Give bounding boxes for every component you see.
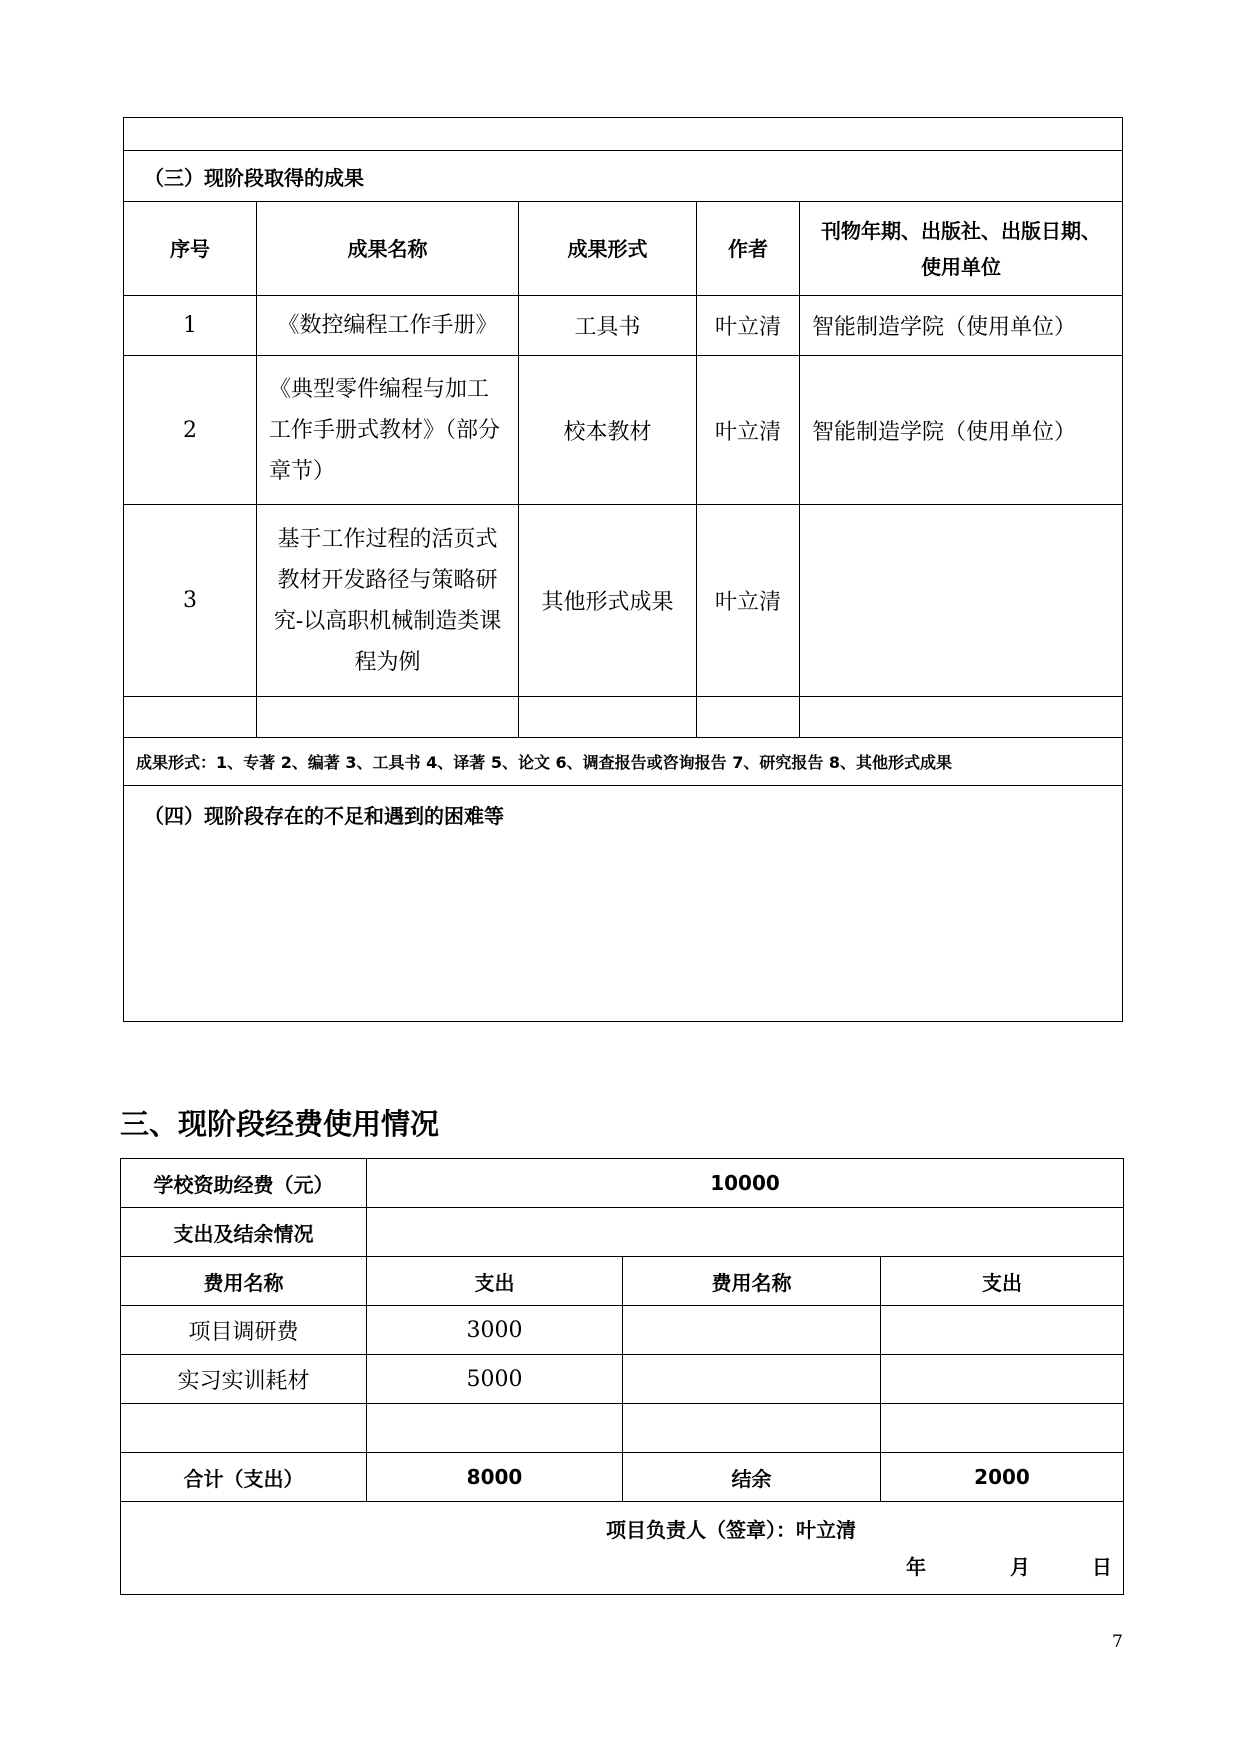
row-name: 《典型零件编程与加工工作手册式教材》（部分章节） xyxy=(257,356,519,505)
item-amount: 5000 xyxy=(367,1355,623,1404)
total-value: 8000 xyxy=(367,1453,623,1502)
col-expense-1: 支出 xyxy=(367,1257,623,1306)
item-name: 实习实训耗材 xyxy=(121,1355,367,1404)
col-name-2: 费用名称 xyxy=(623,1257,881,1306)
date-day: 日 xyxy=(1091,1555,1112,1579)
funding-table xyxy=(120,1158,1124,1595)
row-index: 1 xyxy=(124,296,257,356)
table-row xyxy=(121,1355,1124,1404)
achievements-header-row xyxy=(124,202,1123,296)
funding-section-title: 三、现阶段经费使用情况 xyxy=(120,1107,440,1141)
header-name: 成果名称 xyxy=(257,202,519,296)
row-form: 其他形式成果 xyxy=(519,505,697,697)
header-author: 作者 xyxy=(697,202,800,296)
problems-section-title: （四）现阶段存在的不足和遇到的困难等 xyxy=(124,786,1123,1022)
table-row xyxy=(121,1404,1124,1453)
header-pub-line2: 使用单位 xyxy=(921,254,1002,279)
balance-label: 支出及结余情况 xyxy=(121,1208,367,1257)
remain-value: 2000 xyxy=(881,1453,1124,1502)
row-index: 2 xyxy=(124,356,257,505)
item-amount: 3000 xyxy=(367,1306,623,1355)
date-year: 年 xyxy=(906,1555,926,1579)
signature-cell xyxy=(121,1502,1124,1595)
table-row xyxy=(124,505,1123,697)
col-name-1: 费用名称 xyxy=(121,1257,367,1306)
table-row xyxy=(121,1306,1124,1355)
achievements-table xyxy=(123,117,1123,1022)
row-author: 叶立清 xyxy=(697,356,800,505)
header-form: 成果形式 xyxy=(519,202,697,296)
funding-header-row xyxy=(121,1257,1124,1306)
table-row xyxy=(124,356,1123,505)
row-name: 《数控编程工作手册》 xyxy=(257,296,519,356)
row-name: 基于工作过程的活页式教材开发路径与策略研究-以高职机械制造类课程为例 xyxy=(257,505,519,697)
balance-row xyxy=(121,1208,1124,1257)
remain-label: 结余 xyxy=(623,1453,881,1502)
form-note-row xyxy=(124,738,1123,786)
section-title-row xyxy=(124,151,1123,202)
total-row xyxy=(121,1453,1124,1502)
row-author: 叶立清 xyxy=(697,505,800,697)
table-row xyxy=(124,296,1123,356)
col-expense-2: 支出 xyxy=(881,1257,1124,1306)
header-index: 序号 xyxy=(124,202,257,296)
row-pub xyxy=(800,505,1123,697)
signature-row xyxy=(121,1502,1124,1595)
signature-line: 项目负责人（签章）：叶立清 xyxy=(606,1518,856,1542)
blank-top-row xyxy=(124,118,1123,151)
date-month: 月 xyxy=(1009,1555,1030,1579)
school-funding-value: 10000 xyxy=(367,1159,1124,1208)
item-name: 项目调研费 xyxy=(121,1306,367,1355)
page-number: 7 xyxy=(1112,1632,1123,1652)
problems-row xyxy=(124,786,1123,1022)
achievements-section-title: （三）现阶段取得的成果 xyxy=(124,151,1123,202)
form-note: 成果形式：1、专著 2、编著 3、工具书 4、译著 5、论文 6、调查报告或咨询报告 7、研究报告 8、其他形式成果 xyxy=(124,738,1123,786)
school-funding-label: 学校资助经费（元） xyxy=(121,1159,367,1208)
total-label: 合计（支出） xyxy=(121,1453,367,1502)
row-author: 叶立清 xyxy=(697,296,800,356)
row-index: 3 xyxy=(124,505,257,697)
school-funding-row xyxy=(121,1159,1124,1208)
balance-value xyxy=(367,1208,1124,1257)
blank-row xyxy=(124,697,1123,738)
header-pub xyxy=(800,202,1123,296)
row-form: 工具书 xyxy=(519,296,697,356)
row-pub: 智能制造学院（使用单位） xyxy=(800,356,1123,505)
date-line xyxy=(906,1551,1112,1580)
row-form: 校本教材 xyxy=(519,356,697,505)
header-pub-line1: 刊物年期、出版社、出版日期、 xyxy=(821,218,1102,243)
row-pub: 智能制造学院（使用单位） xyxy=(800,296,1123,356)
